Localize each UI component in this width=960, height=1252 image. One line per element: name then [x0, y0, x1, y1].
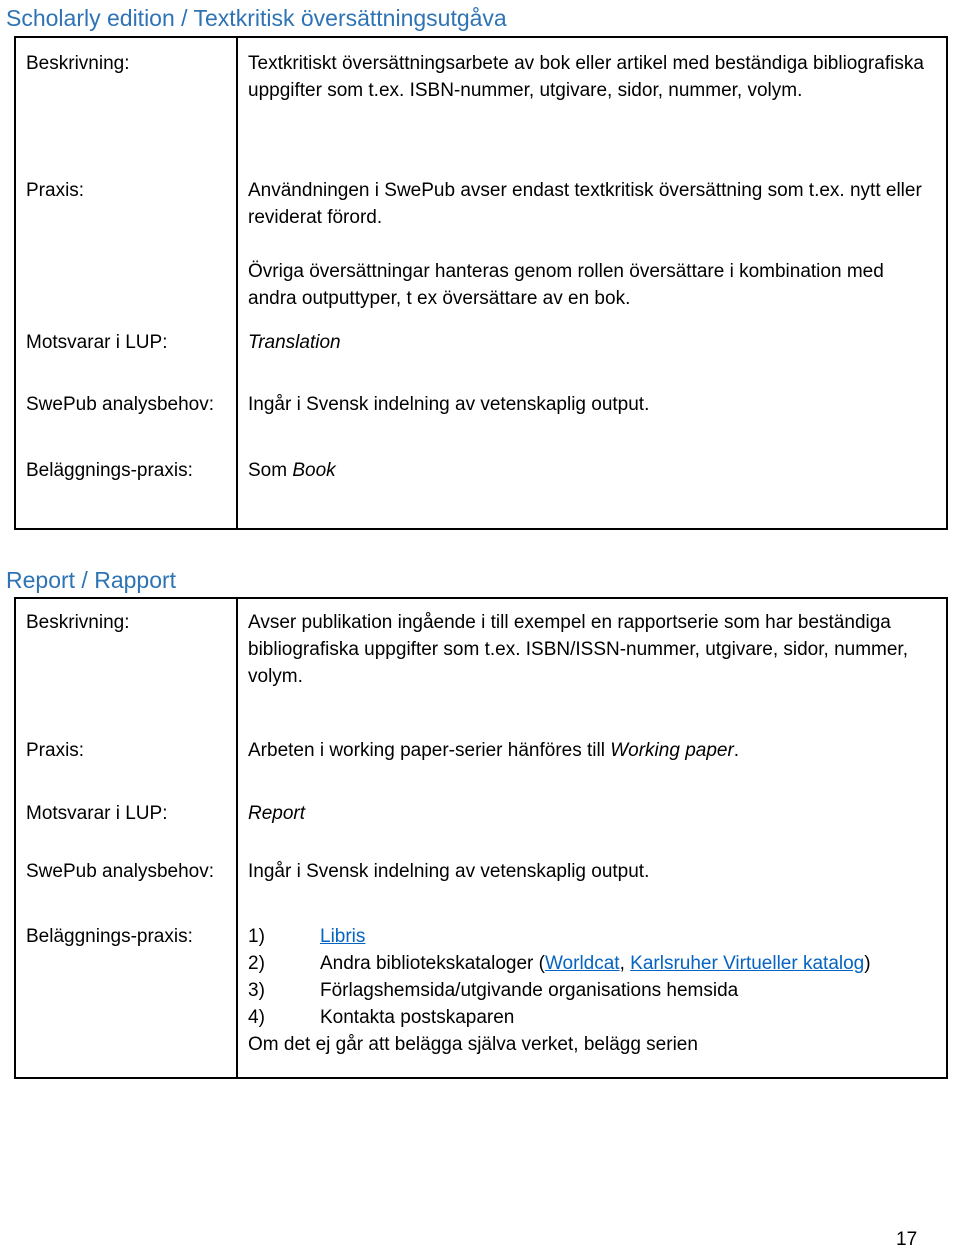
list-text — [320, 950, 871, 977]
list-number: 4) — [248, 1007, 265, 1028]
praxis-paragraph: Användningen i SwePub avser endast textkritisk översättning som t.ex. nytt eller reviderat förord. — [248, 180, 922, 228]
row-label: Beläggnings-praxis: — [15, 457, 237, 529]
table-row — [15, 598, 947, 723]
table-row — [15, 165, 947, 317]
row-value: Translation — [237, 317, 947, 381]
row-label: Beskrivning: — [15, 37, 237, 165]
table-row — [15, 848, 947, 923]
row-value — [237, 723, 947, 786]
list-text: Förlagshemsida/utgivande organisations hemsida — [320, 980, 739, 1001]
row-label: Motsvarar i LUP: — [15, 317, 237, 381]
libris-link[interactable]: Libris — [320, 926, 366, 947]
karlsruher-katalog-link[interactable]: Karlsruher Virtueller katalog — [630, 953, 865, 974]
report-table — [14, 597, 948, 1079]
table-row — [15, 723, 947, 786]
list-number: 3) — [248, 980, 265, 1001]
row-value: Textkritiskt översättningsarbete av bok eller artikel med beständiga bibliografiska uppgifter som t.ex. ISBN-nummer, utgivare, sidor, nummer, volym. — [237, 37, 947, 165]
section-title-scholarly-edition: Scholarly edition / Textkritisk översättningsutgåva — [6, 5, 507, 31]
row-value — [237, 923, 947, 1078]
row-value: Avser publikation ingående i till exempel en rapportserie som har beständiga bibliografiska uppgifter som t.ex. ISBN/ISSN-nummer, utgivare, sidor, nummer, volym. — [237, 598, 947, 723]
table-row — [15, 786, 947, 848]
value-text: . — [733, 740, 740, 761]
fallback-note: Om det ej går att belägga själva verket, belägg serien — [248, 1034, 698, 1055]
table-row — [15, 381, 947, 457]
value-text: Som — [248, 460, 293, 481]
table-row — [15, 37, 947, 165]
list-item — [248, 1004, 936, 1031]
row-value: Ingår i Svensk indelning av vetenskaplig output. — [237, 381, 947, 457]
section-title-report: Report / Rapport — [6, 567, 177, 593]
value-italic: Working paper — [610, 740, 734, 761]
row-label: Praxis: — [15, 165, 237, 317]
list-item — [248, 923, 936, 950]
row-label: Praxis: — [15, 723, 237, 786]
row-label: Motsvarar i LUP: — [15, 786, 237, 848]
value-text: Arbeten i working paper-serier hänföres till — [248, 740, 611, 761]
table-row — [15, 923, 947, 1078]
list-text-part: Andra bibliotekskataloger ( — [320, 953, 545, 974]
praxis-paragraph: Övriga översättningar hanteras genom rollen översättare i kombination med andra outputtyper, t ex översättare av en bok. — [248, 261, 884, 309]
row-label: SwePub analysbehov: — [15, 381, 237, 457]
source-list — [248, 923, 936, 1031]
list-number: 1) — [248, 926, 265, 947]
list-number: 2) — [248, 953, 265, 974]
row-value: Report — [237, 786, 947, 848]
row-label: SwePub analysbehov: — [15, 848, 237, 923]
row-label: Beläggnings-praxis: — [15, 923, 237, 1078]
list-item — [248, 950, 936, 977]
list-text-part: , — [619, 953, 631, 974]
worldcat-link[interactable]: Worldcat — [544, 953, 620, 974]
row-value — [237, 165, 947, 317]
table-row — [15, 317, 947, 381]
value-italic: Book — [292, 460, 336, 481]
row-value — [237, 457, 947, 529]
page-number: 17 — [896, 1229, 918, 1250]
list-item — [248, 977, 936, 1004]
scholarly-edition-table — [14, 36, 948, 530]
list-text-part: ) — [864, 953, 871, 974]
list-text: Kontakta postskaparen — [320, 1007, 515, 1028]
table-row — [15, 457, 947, 529]
row-value: Ingår i Svensk indelning av vetenskaplig output. — [237, 848, 947, 923]
row-label: Beskrivning: — [15, 598, 237, 723]
